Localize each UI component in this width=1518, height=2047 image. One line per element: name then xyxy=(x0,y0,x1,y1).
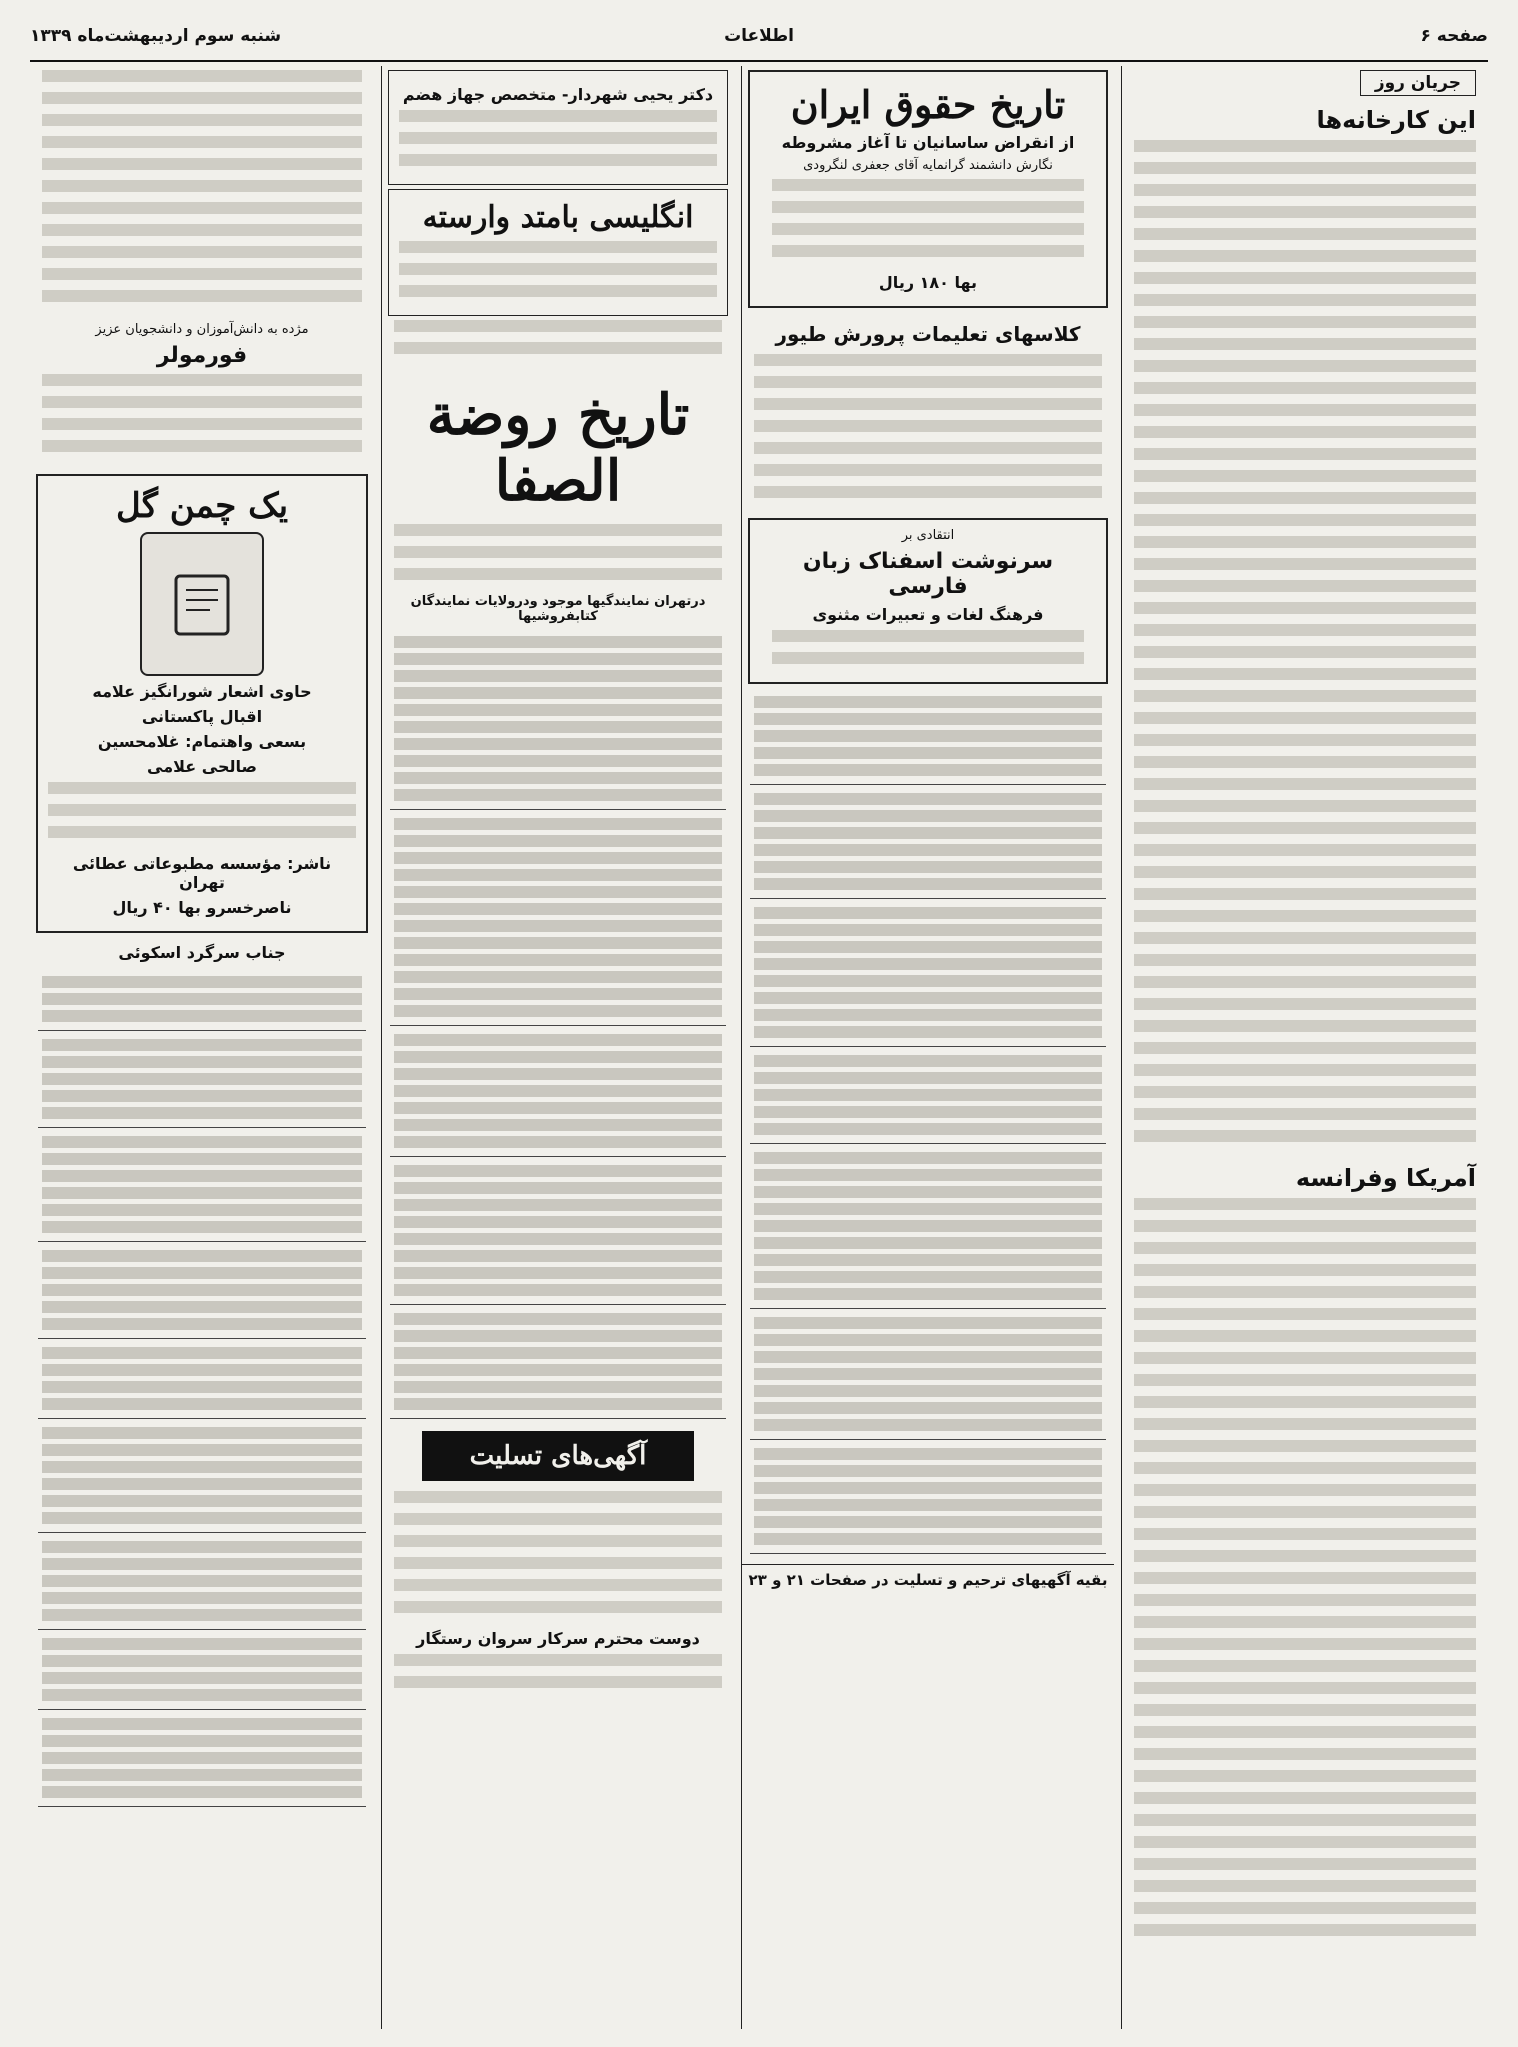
list-item xyxy=(390,628,726,810)
list-item xyxy=(38,968,366,1031)
ad-poetry-title: یک چمن گل xyxy=(115,486,289,526)
list-item xyxy=(750,1144,1106,1309)
condolence-friend-title: دوست محترم سرکار سروان رستگار xyxy=(416,1629,700,1648)
ad-persian-subtitle: فرهنگ لغات و تعبیرات مثنوی xyxy=(812,605,1044,624)
condolence-list-2 xyxy=(390,628,726,1419)
list-item xyxy=(38,1339,366,1419)
list-item xyxy=(750,688,1106,785)
editorial-headline-factories: این کارخانه‌ها xyxy=(1316,106,1476,134)
column-notices xyxy=(30,66,374,2029)
ad-formula-tagline: مژده به دانش‌آموزان و دانشجویان عزیز xyxy=(95,322,309,337)
ad-doctor-body xyxy=(399,110,717,176)
condolence-continued-note: بقیه آگهیهای ترحیم و تسلیت در صفحات ۲۱ و ۲۳ xyxy=(742,1564,1114,1589)
ad-rowzat-title: تاریخ روضة الصفا xyxy=(426,382,690,514)
list-item xyxy=(390,1026,726,1157)
ad-poetry-desc-2: اقبال پاکستانی xyxy=(141,707,263,726)
ad-law-history-title: تاریخ حقوق ایران xyxy=(790,82,1066,127)
list-item xyxy=(38,1031,366,1128)
ad-poetry-book xyxy=(36,474,368,933)
condolence-list-3 xyxy=(38,968,366,1807)
ad-english-body xyxy=(399,241,717,307)
ad-poetry-body xyxy=(48,782,356,848)
editorial-body-1 xyxy=(1134,140,1476,1150)
book-icon xyxy=(162,564,242,644)
editorial-body-2 xyxy=(1134,1198,1476,1938)
ad-english-class xyxy=(388,189,728,316)
condolence-banner: آگهی‌های تسلیت xyxy=(422,1431,694,1481)
column-ads-history xyxy=(381,66,734,2029)
list-item xyxy=(390,810,726,1026)
column-label: جریان روز xyxy=(1360,70,1476,96)
ad-persian-intro: انتقادی بر xyxy=(901,528,955,543)
condolence-title-1: جناب سرگرد اسکوئی xyxy=(118,943,286,962)
list-item xyxy=(38,1128,366,1242)
newspaper-name: اطلاعات xyxy=(724,26,794,46)
ad-poultry-class-body xyxy=(754,354,1102,508)
ad-poultry-class-title: کلاسهای تعلیمات پرورش طیور xyxy=(775,322,1081,346)
ad-doctor-title: دکتر یحیی شهردار- متخصص جهاز هضم xyxy=(402,85,714,104)
ad-persian-language-book xyxy=(748,518,1108,684)
list-item xyxy=(390,1157,726,1305)
ad-persian-body xyxy=(772,630,1084,674)
list-item xyxy=(38,1533,366,1630)
ad-law-history-author: نگارش دانشمند گرانمایه آقای جعفری لنگرودی xyxy=(803,158,1053,173)
page-header xyxy=(30,22,1488,62)
ad-law-history-body xyxy=(772,179,1084,267)
list-item xyxy=(750,1309,1106,1440)
list-item xyxy=(750,1047,1106,1144)
condolence-list-1 xyxy=(750,688,1106,1554)
ad-law-history-subtitle: از انقراض ساسانیان تا آغاز مشروطه xyxy=(781,133,1075,152)
editorial-headline-america-france: آمریکا وفرانسه xyxy=(1295,1164,1476,1192)
list-item xyxy=(38,1630,366,1710)
page-number: صفحه ۶ xyxy=(1420,26,1488,46)
column-ads-books xyxy=(741,66,1114,2029)
page-body xyxy=(30,66,1488,2029)
list-item xyxy=(38,1242,366,1339)
ad-doctor xyxy=(388,70,728,185)
ad-persian-title: سرنوشت اسفناک زبان فارسی xyxy=(802,549,1054,599)
column-editorial xyxy=(1121,66,1488,2029)
ad-poetry-publisher: ناشر: مؤسسه مطبوعاتی عطائی تهران xyxy=(72,854,332,892)
list-item xyxy=(38,1419,366,1533)
ad-formula-body xyxy=(42,374,362,462)
ad-law-history-book xyxy=(748,70,1108,308)
ad-english-title: انگلیسی بامتد وارسته xyxy=(422,200,694,235)
ad-poetry-price: ناصرخسرو بها ۴۰ ریال xyxy=(112,898,292,917)
ad-misc-body xyxy=(394,320,722,364)
ad-poetry-desc-4: صالحی علامی xyxy=(147,757,257,776)
list-item xyxy=(750,899,1106,1047)
list-item xyxy=(750,1440,1106,1554)
ad-formula-title: فورمولر xyxy=(156,343,248,368)
notices-top-body xyxy=(42,70,362,312)
ad-rowzat-footer: درتهران نمایندگیها موجود ودرولایات نمایندگان کتابفروشیها xyxy=(410,594,706,624)
ad-rowzat-body xyxy=(394,524,722,590)
book-cover-image xyxy=(140,532,264,676)
condolence-banner-body xyxy=(394,1491,722,1623)
ad-law-history-price: بها ۱۸۰ ریال xyxy=(878,273,978,292)
list-item xyxy=(38,1710,366,1807)
issue-date: شنبه سوم اردیبهشت‌ماه ۱۳۳۹ xyxy=(30,26,282,46)
ad-poetry-desc-1: حاوی اشعار شورانگیز علامه xyxy=(92,682,312,701)
list-item xyxy=(390,1305,726,1419)
condolence-friend-body xyxy=(394,1654,722,1698)
list-item xyxy=(750,785,1106,899)
ad-poetry-desc-3: بسعی واهتمام: غلامحسین xyxy=(97,732,307,751)
